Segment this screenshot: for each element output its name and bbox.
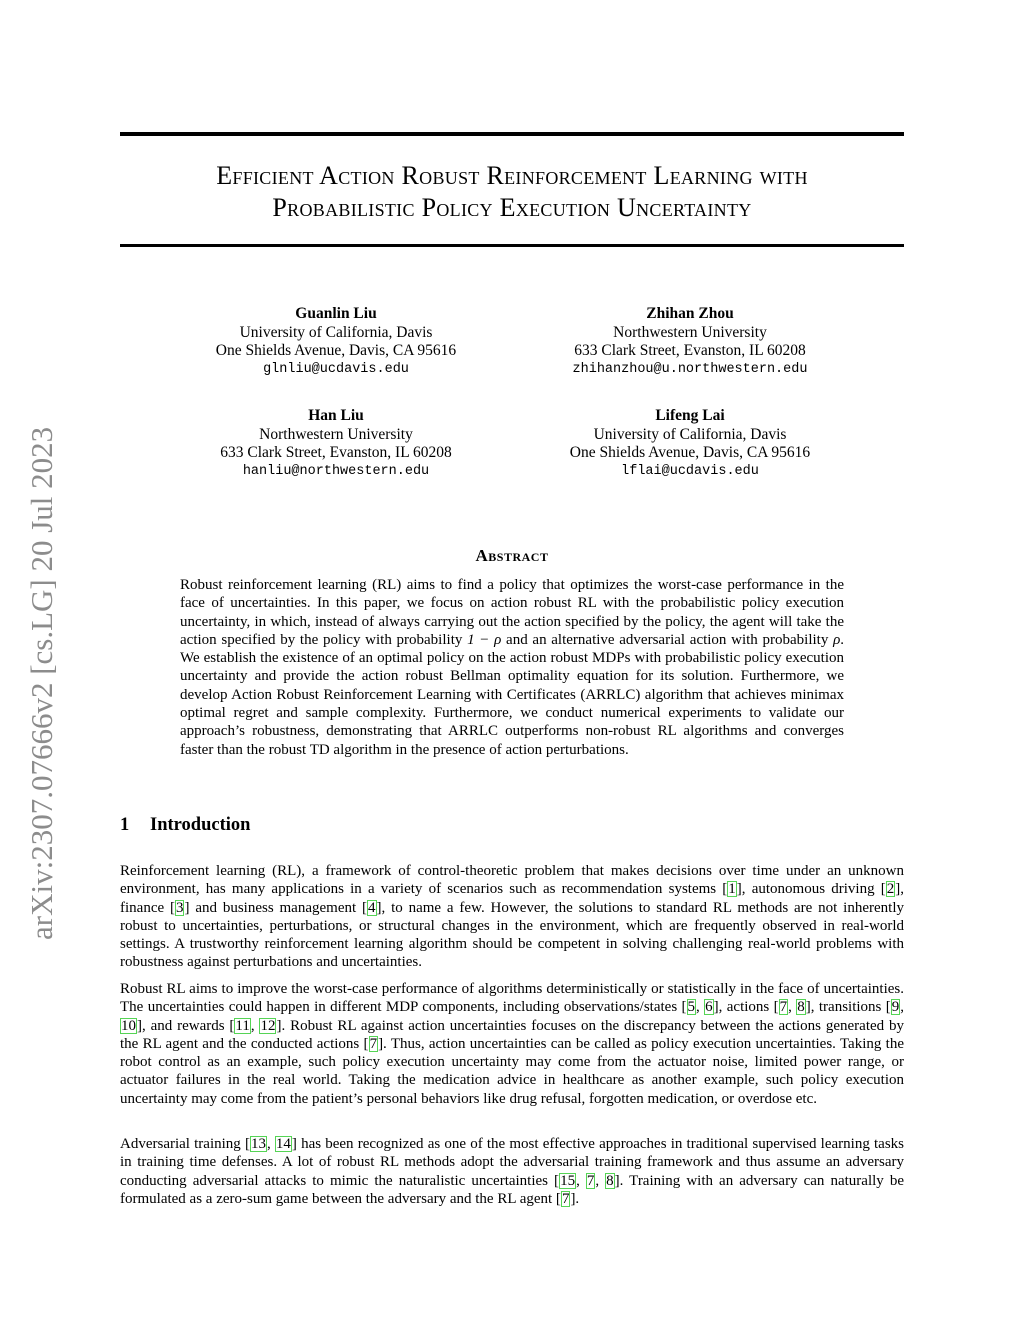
- paragraph-text: ,: [595, 1172, 606, 1189]
- paragraph-text: ] and business management [: [184, 899, 367, 916]
- paragraph-text: ], finance [: [120, 881, 904, 916]
- abstract-text-part: Robust reinforcement learning (RL) aims to find a policy that optimizes the worst-case performance in the face of uncertainties. In this paper, we focus on action robust RL with the probabilistic policy execution uncertainty, in which, instead of always carrying out the action specified by the policy, the agent will take the action specified by the policy with probability: [180, 577, 844, 648]
- paragraph-text: ] has been recognized as one of the most effective approaches in traditional supervised learning tasks in training time defenses. A lot of robust RL methods adopt the adversarial training framework and thus assume an adversary conducting adversarial attacks to mimic the naturalistic uncertainties [: [120, 1136, 905, 1189]
- citation-link[interactable]: 3: [175, 899, 184, 916]
- paragraph-text: ].: [570, 1190, 580, 1207]
- citation-link[interactable]: 5: [687, 999, 696, 1016]
- author-affiliation: University of California, Davis: [593, 425, 787, 443]
- intro-paragraph-1: [120, 862, 904, 972]
- author-address: 633 Clark Street, Evanston, IL 60208: [220, 444, 452, 461]
- section-number: 1: [120, 815, 130, 835]
- citation-link[interactable]: 2: [886, 881, 895, 898]
- citation-link[interactable]: 15: [560, 1172, 576, 1189]
- section-heading: [120, 814, 250, 836]
- paragraph-text: ], to name a few. However, the solutions to standard RL methods are not inherently robust to uncertainties, perturbations, or structural changes in the environment, which are frequently observed in real-world settings. A trustworthy reinforcement learning algorithm should be competent in solving challenging real-world problems with robustness against perturbations and uncertainties.: [120, 899, 904, 971]
- author-name: Guanlin Liu: [295, 305, 377, 322]
- paragraph-text: ]. Training with an adversary can naturally be formulated as a zero-sum game between the adversary and the RL agent [: [120, 1172, 904, 1207]
- author-affiliation: Northwestern University: [259, 425, 413, 443]
- author-affiliation: Northwestern University: [613, 323, 767, 341]
- citation-link[interactable]: 7: [561, 1190, 570, 1207]
- paragraph-text: Robust RL aims to improve the worst-case performance of algorithms deterministically or statistically in the face of uncertainties. The uncertainties could happen in different MDP components, including observations/states [: [120, 981, 904, 1016]
- citation-link[interactable]: 14: [275, 1136, 291, 1152]
- title-rule-bottom: [120, 244, 904, 247]
- author-name: Zhihan Zhou: [646, 305, 734, 322]
- paragraph-text: ]. Robust RL against action uncertainties focuses on the discrepancy between the actions generated by the RL agent and the conducted actions [: [120, 1017, 905, 1052]
- math-expression: 1 − ρ: [467, 631, 502, 648]
- citation-link[interactable]: 11: [235, 1017, 250, 1034]
- paragraph-text: ], actions [: [713, 999, 779, 1016]
- paragraph-text: ,: [788, 999, 797, 1016]
- title-rule-top: [120, 132, 904, 136]
- abstract-heading: Abstract: [475, 546, 549, 565]
- citation-link[interactable]: 10: [121, 1017, 136, 1034]
- citation-link[interactable]: 1: [728, 881, 736, 898]
- author-email[interactable]: hanliu@northwestern.edu: [242, 463, 430, 479]
- author-email[interactable]: lflai@ucdavis.edu: [621, 463, 759, 479]
- paragraph-text: ], transitions [: [805, 999, 891, 1016]
- citation-link[interactable]: 6: [705, 999, 713, 1016]
- paragraph-text: ], autonomous driving [: [736, 881, 886, 898]
- author-email[interactable]: glnliu@ucdavis.edu: [263, 361, 409, 377]
- citation-link[interactable]: 12: [260, 1017, 276, 1034]
- author-affiliation: University of California, Davis: [239, 323, 433, 341]
- paper-title: [120, 160, 904, 224]
- author-address: One Shields Avenue, Davis, CA 95616: [569, 444, 811, 461]
- math-expression: ρ: [833, 631, 841, 648]
- abstract-text: [180, 576, 844, 759]
- citation-link[interactable]: 8: [606, 1172, 614, 1189]
- paragraph-text: ,: [250, 1017, 260, 1034]
- title-line-2: Probabilistic Policy Execution Uncertainty: [272, 193, 752, 222]
- paragraph-text: Adversarial training [: [120, 1136, 250, 1152]
- intro-paragraph-2: [120, 980, 904, 1108]
- citation-link[interactable]: 13: [250, 1136, 266, 1152]
- paragraph-text: ,: [576, 1172, 586, 1189]
- author-block-1: [156, 305, 516, 379]
- title-line-1: Efficient Action Robust Reinforcement Learning with: [216, 161, 808, 190]
- citation-link[interactable]: 7: [369, 1035, 378, 1052]
- paragraph-text: ,: [696, 999, 705, 1016]
- citation-link[interactable]: 4: [368, 899, 376, 916]
- intro-paragraph-3: [120, 1135, 904, 1208]
- citation-link[interactable]: 9: [891, 999, 900, 1016]
- author-address: One Shields Avenue, Davis, CA 95616: [215, 342, 457, 359]
- author-block-2: [510, 305, 870, 379]
- paragraph-text: ], and rewards [: [137, 1017, 235, 1034]
- abstract-text-part: . We establish the existence of an optimal policy on the action robust MDPs with probabilistic policy execution uncertainty and provide the action robust Bellman optimality equation for its solution. Furthermore, we develop Action Robust Reinforcement Learning with Certificates (ARRLC) algorithm that achieves minimax optimal regret and sample complexity. Furthermore, we conduct numerical experiments to validate our approach’s robustness, demonstrating that ARRLC outperforms non-robust RL algorithms and converges faster than the robust TD algorithm in the presence of action perturbations.: [180, 631, 845, 758]
- author-email[interactable]: zhihanzhou@u.northwestern.edu: [572, 361, 808, 377]
- paragraph-text: ,: [900, 999, 904, 1016]
- author-address: 633 Clark Street, Evanston, IL 60208: [574, 342, 806, 359]
- section-title: Introduction: [150, 815, 251, 835]
- arxiv-identifier-stamp[interactable]: arXiv:2307.07666v2 [cs.LG] 20 Jul 2023: [24, 426, 59, 940]
- paragraph-text: ,: [266, 1136, 275, 1152]
- author-name: Han Liu: [308, 407, 364, 424]
- citation-link[interactable]: 7: [779, 999, 788, 1016]
- citation-link[interactable]: 7: [586, 1172, 595, 1189]
- citation-link[interactable]: 8: [797, 999, 805, 1016]
- author-name: Lifeng Lai: [655, 407, 725, 424]
- author-block-3: [156, 407, 516, 481]
- paragraph-text: Reinforcement learning (RL), a framework of control-theoretic problem that makes decisions over time under an unknown environment, has many applications in a variety of scenarios such as recommendation systems [: [120, 863, 904, 898]
- abstract-text-part: and an alternative adversarial action with probability: [501, 631, 834, 648]
- paragraph-text: ]. Thus, action uncertainties can be called as policy execution uncertainties. Taking the robot control as an example, such policy execution uncertainty may come from the actuator noise, limited power range, or actuator failures in the real world. Taking the medication advice in healthcare as another example, such policy execution uncertainty may come from the patient’s personal behaviors like drug refusal, forgotten medication, or overdose etc.: [120, 1035, 904, 1107]
- author-block-4: [510, 407, 870, 481]
